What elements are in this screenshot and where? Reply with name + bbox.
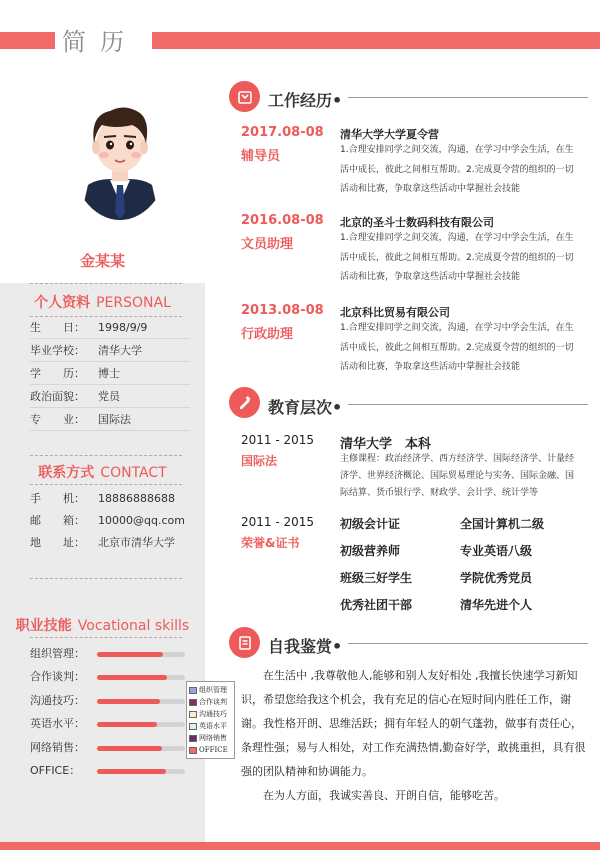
contact-row [30,532,200,554]
personal-key: 学 历： [30,367,85,380]
education-section-title: 教育层次• [268,398,343,417]
skill-label: 英语水平： [30,717,85,731]
divider [30,637,182,638]
section-line [348,404,588,405]
award-item: 学院优秀党员 [460,571,533,585]
personal-value: 清华大学 [98,344,142,357]
job-description: 1.合理安排同学之间交流，沟通，在学习中学会生活，在生活中成长，彼此之间相互帮助。2.完成夏令营的组织的一切活动和比赛，争取拿这些活动中掌握社会技能 [340,323,574,372]
header-bar-left [0,32,55,49]
award-item: 班级三好学生 [340,571,413,585]
divider [30,578,182,579]
divider [30,283,182,284]
personal-value: 党员 [98,390,120,403]
legend-item [189,732,232,744]
skill-bar-fill [97,699,160,704]
skill-label: 组织管理： [30,647,85,660]
personal-title-cn: 个人资料 [34,295,91,311]
contact-title-cn: 联系方式 [38,465,95,481]
edu-date: 2011 - 2015 [241,433,315,447]
skill-bar-fill [97,675,167,680]
briefcase-icon [229,81,260,112]
skill-bar-fill [97,652,163,657]
edu-major: 国际法 [241,454,278,468]
skills-title-cn: 职业技能 [15,618,72,634]
skill-label: 沟通技巧： [30,693,85,707]
job-date: 2017.08-08 [241,125,324,140]
skills-section-header [0,615,205,635]
personal-key: 生 日： [30,321,85,334]
job-date: 2013.08-08 [241,303,324,318]
award-item: 清华先进个人 [460,598,533,612]
skill-bar-track [97,652,185,657]
legend-item [189,696,232,708]
work-section-title: 工作经历• [268,91,343,110]
edu-school: 清华大学 本科 [340,437,432,452]
job-date: 2016.08-08 [241,213,324,228]
skill-label: 合作谈判： [30,670,85,684]
avatar [70,85,170,220]
skill-bar-track [97,699,185,704]
legend-label: 沟通技巧 [199,710,227,718]
contact-key: 邮 箱： [30,514,85,527]
skill-bar-fill [97,746,162,751]
contact-title-en: CONTACT [100,465,167,481]
legend-swatch [189,723,197,730]
personal-key: 毕业学校： [30,344,85,357]
award-item: 优秀社团干部 [340,598,413,612]
legend-swatch [189,747,197,754]
contact-section-header [0,462,205,482]
job-role: 辅导员 [241,149,281,164]
legend-swatch [189,687,197,694]
awards-label: 荣誉&证书 [241,536,300,550]
divider [30,484,182,485]
divider [30,455,182,456]
skill-bar-track [97,769,185,774]
personal-section-header [0,292,205,312]
job-description: 1.合理安排同学之间交流，沟通，在学习中学会生活，在生活中成长，彼此之间相互帮助。2.完成夏令营的组织的一切活动和比赛，争取拿这些活动中掌握社会技能 [340,145,574,194]
personal-title-en: PERSONAL [96,295,171,311]
personal-row [30,363,190,385]
footer-bar [0,842,600,850]
skill-label: OFFICE： [30,764,81,777]
job-role: 文员助理 [241,237,294,252]
header-bar-right [152,32,600,49]
skill-bar-track [97,746,185,751]
legend-item [189,708,232,720]
personal-row [30,340,190,362]
award-item: 专业英语八级 [460,544,533,558]
skills-title-en: Vocational skills [77,618,190,634]
legend-label: 组织管理 [199,686,227,694]
contact-key: 地 址： [30,536,85,549]
legend-label: 网络销售 [199,734,227,742]
self-para-2: 我性格开朗、思维活跃；拥有年轻人的朝气蓬勃，做事有责任心，条理性强；易与人相处，对工作充满热情,勤奋好学，敢挑重担，具有很强的团队精神和协调能力。 [241,717,586,778]
legend-label: 合作谈判 [199,698,227,706]
skill-bar-fill [97,769,166,774]
personal-row [30,386,190,408]
skill-label: 网络销售： [30,740,85,754]
edu-courses: 主修课程：政治经济学、西方经济学、国际经济学、计量经济学、世界经济概论、国际贸易理论与实务、国际金融、国际结算、货币银行学、财政学、会计学、统计学等 [340,454,575,498]
personal-key: 政治面貌： [30,390,85,403]
job-company: 北京科比贸易有限公司 [340,306,450,319]
skills-legend [186,681,235,759]
award-item: 初级会计证 [340,517,401,531]
skill-bar-fill [97,722,157,727]
person-name: 金某某 [79,252,125,270]
contact-value: 10000@qq.com [98,514,185,527]
personal-key: 专 业： [30,413,85,426]
job-company: 北京的圣斗士数码科技有限公司 [340,216,494,229]
personal-row [30,317,190,339]
skill-bar-track [97,675,185,680]
section-line [348,643,588,644]
legend-swatch [189,711,197,718]
job-company: 清华大学大学夏令营 [340,128,439,141]
skill-bar-track [97,722,185,727]
legend-swatch [189,699,197,706]
personal-value: 博士 [98,367,120,380]
award-item: 全国计算机二级 [460,517,545,531]
contact-key: 手 机： [30,492,85,505]
self-para-3: 在为人方面，我诚实善良、开朗自信，能够吃苦。 [263,789,505,802]
legend-item [189,744,232,756]
page-title: 简历 [62,28,138,56]
avatar-illustration [70,85,170,220]
legend-item [189,684,232,696]
contact-value: 北京市清华大学 [98,536,175,549]
legend-label: OFFICE [199,746,228,754]
contact-row [30,510,200,532]
self-section-title: 自我鉴赏• [268,637,343,656]
personal-value: 国际法 [98,413,131,426]
legend-label: 英语水平 [199,722,227,730]
section-line [348,97,588,98]
personal-value: 1998/9/9 [98,321,148,334]
contact-row [30,488,200,510]
personal-row [30,409,190,431]
self-para-1: 在生活中 ,我尊敬他人,能够和别人友好相处 ,我擅长快速学习新知识，希望您给我这个机会，我有充足的信心在短时间内胜任工作，谢谢。 [241,669,578,730]
job-role: 行政助理 [241,327,294,342]
awards-date: 2011 - 2015 [241,515,315,529]
job-description: 1.合理安排同学之间交流，沟通，在学习中学会生活，在生活中成长，彼此之间相互帮助。2.完成夏令营的组织的一切活动和比赛，争取拿这些活动中掌握社会技能 [340,233,574,282]
education-icon [229,387,260,418]
contact-value: 18886888688 [98,492,175,505]
award-item: 初级营养师 [340,544,401,558]
legend-swatch [189,735,197,742]
legend-item [189,720,232,732]
self-eval-icon [229,627,260,658]
